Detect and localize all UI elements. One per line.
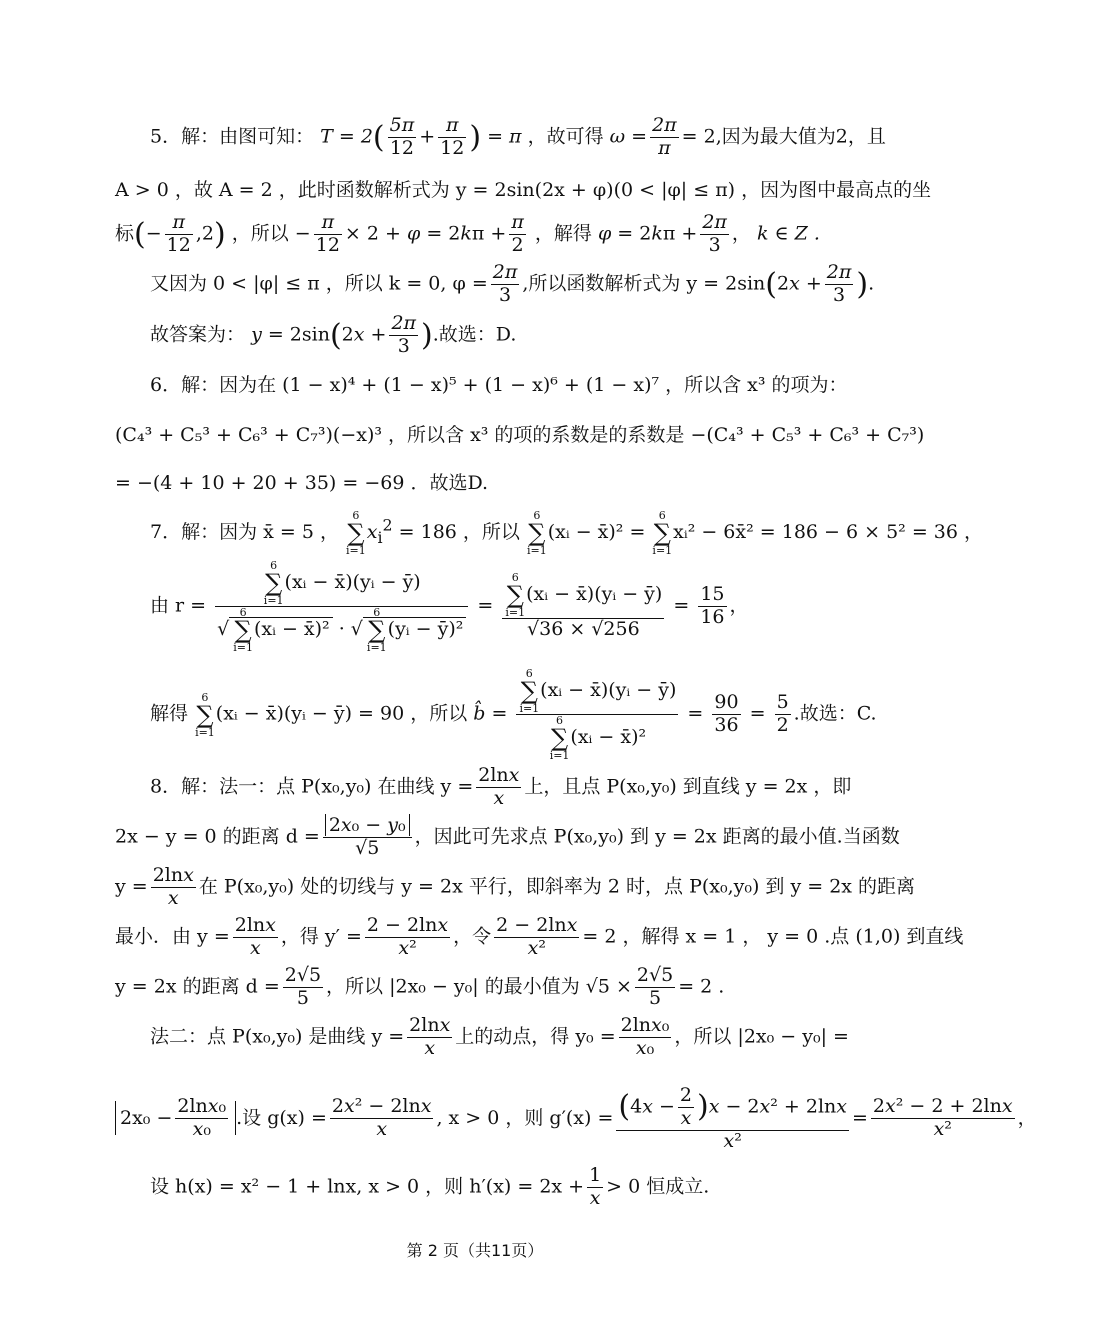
text: = 186 ，所以 [398,521,520,543]
fraction: $\frac{1}{x}$ [589,1164,602,1209]
p8-line5 [115,965,1065,1010]
text: x [366,521,378,543]
fraction: $\frac{2√5}{5}$ [284,964,322,1009]
fraction: $\frac{2√5}{5}$ [636,964,674,1009]
text: 故答案为： [150,323,246,346]
fraction: 6 ∑ i=1(xᵢ − x̄)(yᵢ − ȳ) √36 × √256 [502,572,664,641]
text: 设 h(x) = x² − 1 + lnx, x > 0 ，则 h′(x) = 2x + [150,1175,585,1198]
text: y = [115,875,148,898]
text: 解得 [150,702,189,725]
text: , x > 0 ，则 [436,1106,544,1129]
text: .故选：D. [432,323,517,346]
p7-line2: 由 r = 6 ∑ i=1(xᵢ − x̄)(yᵢ − ȳ) √6 ∑ i=1(xᵢ − x̄)² · √6 ∑ i=1(yᵢ − ȳ)² = 6 ∑ i=1(xᵢ − x̄)(yᵢ − ȳ) √36 × √256 = $\frac{15}{16}$ ， [150,559,749,654]
fraction: 6 ∑ i=1(xᵢ − x̄)(yᵢ − ȳ) 6 ∑ i=1(xᵢ − x̄)² [516,668,678,761]
text: .设 g(x) = [236,1106,327,1129]
text: 法二：点 P(x₀,y₀) 是曲线 y = [150,1025,405,1048]
text: 8．解：法一：点 P(x₀,y₀) 在曲线 y = [150,775,474,798]
text: xᵢ² − 6x̄² = 186 − 6 × 5² = 36 ， [673,521,984,543]
text: 又因为 0 < |φ| ≤ π ，所以 k = 0, φ = [150,272,488,295]
text: = 2 ，解得 x = 1 ， y = 0 .点 (1,0) 到直线 [582,925,964,948]
p6-line1: 6．解：因为在 (1 − x)⁴ + (1 − x)⁵ + (1 − x)⁶ + (1 − x)⁷ ，所以含 x³ 的项为： [150,374,848,396]
fraction: $\frac{2\pi}{3}$ [826,261,852,306]
p6-line3: = −(4 + 10 + 20 + 35) = −69 ．故选D. [115,472,489,494]
text: = [852,1106,868,1129]
fraction: $\frac{15}{16}$ [700,583,725,628]
text: ，所以 |2x₀ − y₀| 的最小值为 √5 × [326,975,632,998]
p5-line4: 又因为 0 < |φ| ≤ π ，所以 k = 0, φ = $\frac{2\pi}{3}$ ,所以函数解析式为 y = 2sin(2x + $\frac{2\pi}{3}$ ). [150,261,875,306]
p8-line1 [150,765,1100,810]
text: > 0 恒成立. [606,1175,710,1198]
text: .故选：C. [793,702,877,725]
fraction: $\frac{\text{2lnx₀}}{\text{x₀}}$ [620,1014,670,1059]
sum: 6 ∑ i=1 [652,509,673,557]
text: (xᵢ − x̄)(yᵢ − ȳ) [284,571,421,593]
fraction: $\frac{2\ln x}{x}$ [234,914,276,959]
text: = 2 . [678,975,725,998]
fraction: $\frac{\pi}{12}$ [440,114,465,159]
text: (xᵢ − x̄)² [253,618,330,640]
fraction: $\frac{2\pi}{3}$ [492,261,518,306]
sum: 6 ∑ i=1 [195,690,215,739]
fraction: $\frac{5}{2}$ [776,691,789,736]
text: g′(x) = [549,1106,614,1129]
fraction: $\frac{\pi}{2}$ [511,211,524,256]
text: ， [729,594,749,617]
text: (xᵢ − x̄)² = [547,521,646,543]
text: ,所以函数解析式为 y = 2sin [522,272,766,295]
fraction: $\frac{\text{2x² − 2lnx}}{x}$ [331,1095,432,1141]
text: 在 P(x₀,y₀) 处的切线与 y = 2x 平行，即斜率为 2 时，点 P(x₀,y₀) 到 y = 2x 的距离 [198,875,916,898]
p8-line4 [115,915,1065,960]
text: ,因为最大值为2，且 [715,125,886,148]
p8-line8 [150,1165,1100,1210]
p7-line3: 解得 6 ∑ i=1(xᵢ − x̄)(yᵢ − ȳ) = 90 ，所以 b̂ = 6 ∑ i=1(xᵢ − x̄)(yᵢ − ȳ) 6 ∑ i=1(xᵢ − x̄)² = $\frac{90}{36}$ = $\frac{5}{2}$ .故选：C. [150,667,877,762]
text: ，解得 [534,222,592,245]
fraction: $\frac{2\ln x}{x}$ [409,1014,451,1059]
paren: ) [469,119,482,155]
fraction: $\frac{2\pi}{3}$ [702,211,727,256]
fraction: $\frac{2\ln x}{x}$ [478,764,520,809]
text: b̂ = [473,702,508,725]
p8-line3 [115,865,1065,910]
text: (xᵢ − x̄)(yᵢ − ȳ) = 90 ，所以 [215,702,468,725]
p5-line5: 故答案为： y = 2sin(2x + $\frac{2\pi}{3}$ ).故选：D. [150,312,517,357]
p8-line6 [150,1015,1100,1060]
fraction: $\frac{2 - 2\ln x}{\text{x²}}$ [366,914,449,959]
fraction: $\frac{5\pi}{12}$ [389,114,415,159]
text: ，所以 |2x₀ − y₀| = [674,1025,849,1048]
text: (yᵢ − ȳ)² [387,618,464,640]
text: √36 × √256 [527,618,640,641]
text: 2x₀ − [120,1106,173,1129]
fraction: 6 ∑ i=1(xᵢ − x̄)(yᵢ − ȳ) √6 ∑ i=1(xᵢ − x̄)² · √6 ∑ i=1(yᵢ − ȳ)² [215,560,468,653]
fraction: $\frac{2\ln x}{x}$ [152,864,194,909]
fraction: $\frac{2\pi}{\pi}$ [652,114,677,159]
sum: 6 ∑ i=1 [526,509,547,557]
p8-line2 [115,815,1065,860]
text: y = 2x 的距离 d = [115,975,280,998]
p8-line7 [115,1085,1065,1153]
sum: 6 ∑ i=1 [346,509,366,557]
p5-line3: 标(− $\frac{\pi}{12}$ ,2) ，所以 − $\frac{\pi}{12}$ × 2 + φ = 2kπ + $\frac{\pi}{2}$ ，解得 φ = 2kπ + $\frac{2\pi}{3}$ ， k ∈ Z . [115,211,820,256]
p7-line1: 7．解：因为 x̄ = 5 ， 6 ∑ $i=1x_i^2 = 186$ ，所以 6 ∑ i=1(xᵢ − x̄)² = 6 ∑ i=1xᵢ² − 6x̄² = 186 − 6 × 5² = 36 ， [150,509,984,557]
text: 标 [115,222,135,245]
text: (xᵢ − x̄)(yᵢ − ȳ) [526,583,663,606]
text: ， [1017,1106,1037,1129]
fraction: $\frac{\pi}{12}$ [166,211,191,256]
text: 上，且点 P(x₀,y₀) 到直线 y = 2x ，即 [524,775,852,798]
fraction: $\frac{2 - 2\ln x}{\text{x²}}$ [496,914,578,959]
fraction: (4x − $\frac{2}{x}$ )x − 2x² + 2lnx x² [618,1084,847,1152]
text: ， [731,222,751,245]
math: T = 2 [320,125,373,148]
text: 2x − y = 0 的距离 d = [115,825,320,848]
fraction: $\frac{\text{2x² − 2 + 2lnx}}{\text{x²}}$ [872,1095,1013,1141]
fraction: $\frac{\text{2lnx₀}}{\text{x₀}}$ [177,1095,227,1141]
fraction: $\frac{\text{2x₀ − y₀}}{√5}$ [323,815,412,860]
fraction: $\frac{2\pi}{3}$ [391,312,417,357]
text: ，令 [453,925,492,948]
text: (xᵢ − x̄)² [570,726,647,748]
text: 最小．由 y = [115,925,230,948]
p5-line1: 5．解：由图可知： T = 2( $\frac{5\pi}{12}$ + $\frac{\pi}{12}$ ) = π ，故可得 ω = $\frac{2\pi}{\pi}$ = 2,因为最大值为2，且 [150,114,886,159]
fraction: $\frac{90}{36}$ [714,691,739,736]
text: ，得 y′ = [280,925,362,948]
math: ω = [609,125,648,148]
text: k ∈ Z . [756,222,820,245]
text: (xᵢ − x̄)(yᵢ − ȳ) [540,679,677,701]
p5-line2: A > 0 ，故 A = 2 ，此时函数解析式为 y = 2sin(2x + φ)(0 < |φ| ≤ π) ，因为图中最高点的坐 [115,179,932,201]
text: ，因此可先求点 P(x₀,y₀) 到 y = 2x 距离的最小值.当函数 [414,825,900,848]
text: 7．解：因为 x̄ = 5 ， [150,521,339,543]
fraction: $\frac{\pi}{12}$ [315,211,340,256]
paren: ( [372,119,385,155]
text: 由 r = [150,594,207,617]
text: 上的动点，得 y₀ = [455,1025,616,1048]
page-footer: 第 2 页（共11页） [406,1241,544,1260]
p6-line2: (C₄³ + C₅³ + C₆³ + C₇³)(−x)³ ，所以含 x³ 的项的系数是的系数是 −(C₄³ + C₅³ + C₆³ + C₇³) [115,424,925,446]
text: ，故可得 [527,125,604,148]
text: ，所以 [231,222,289,245]
text: 5．解：由图可知： [150,125,315,148]
